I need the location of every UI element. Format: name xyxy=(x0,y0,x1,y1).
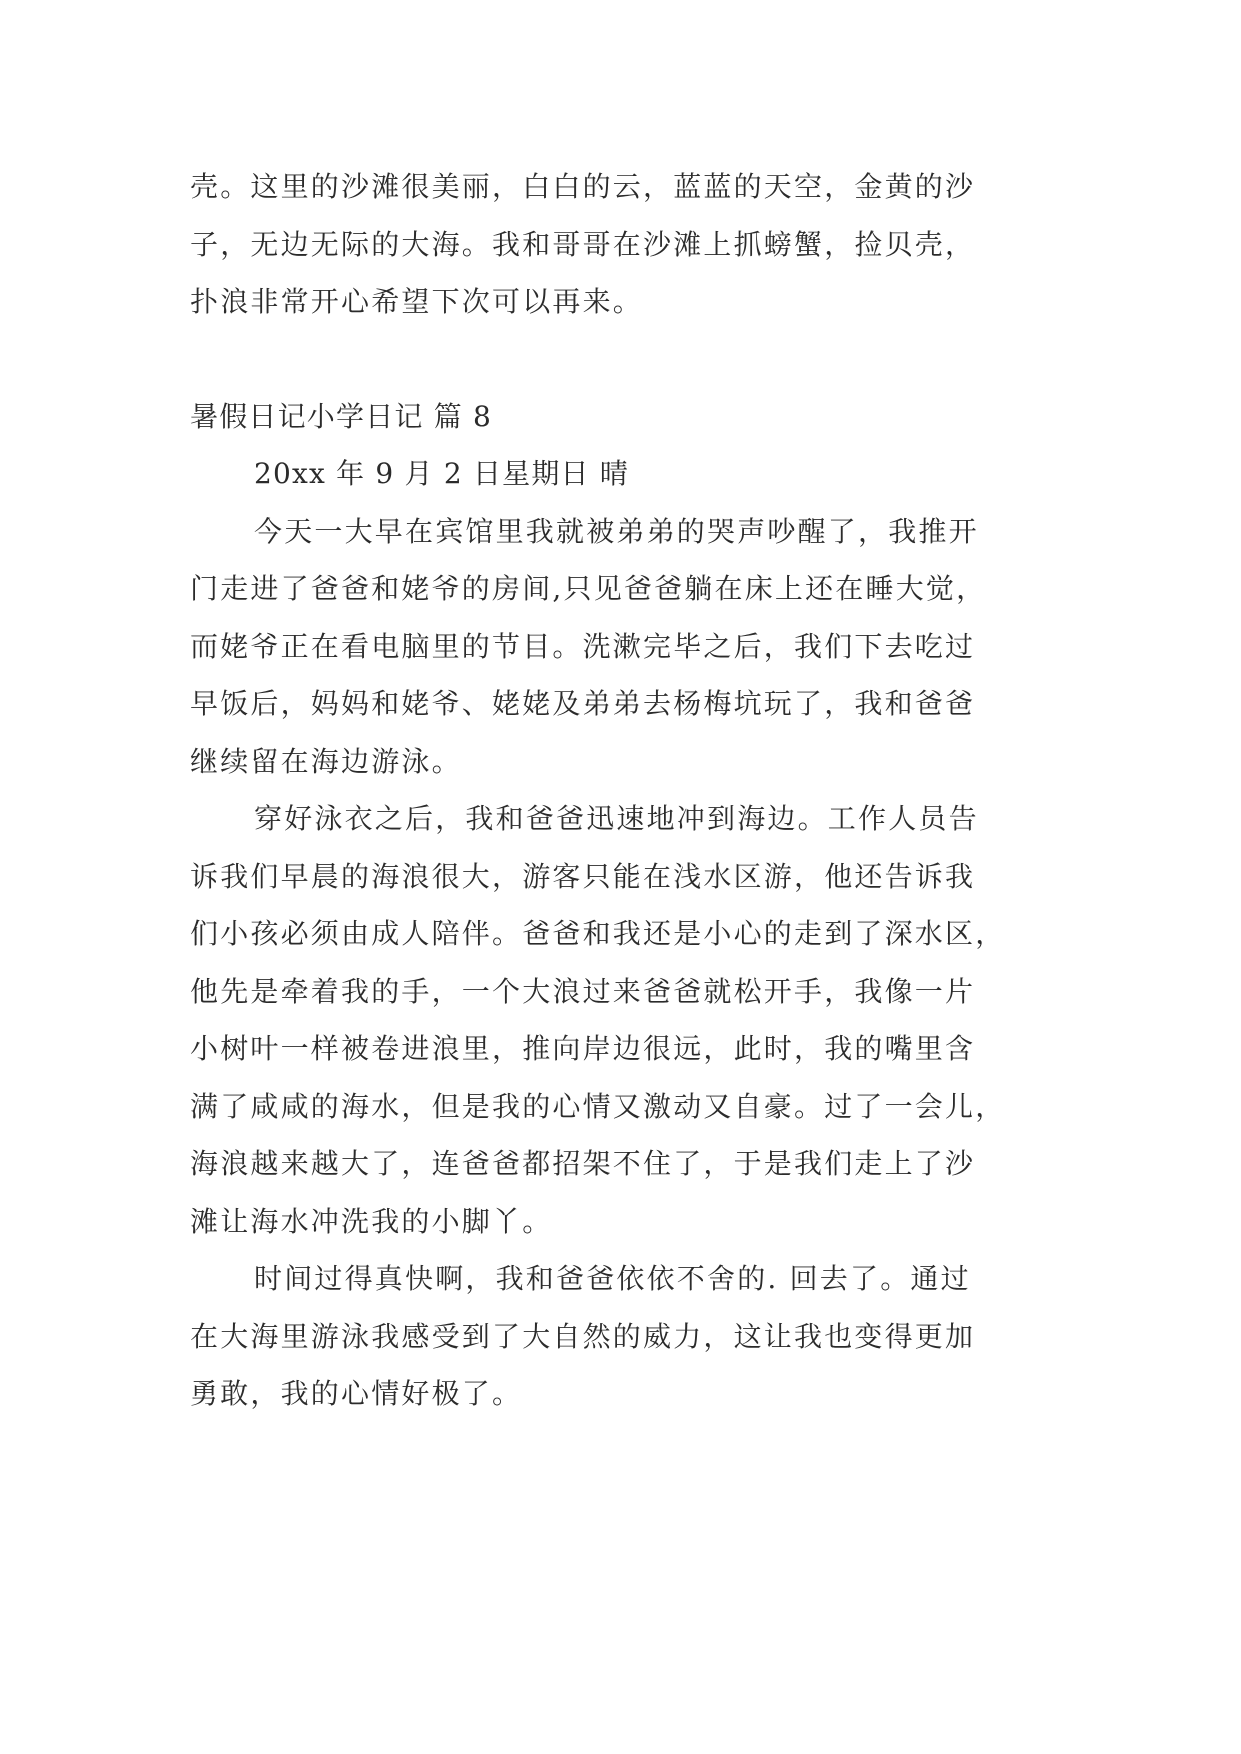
intro-line: 扑浪非常开心希望下次可以再来。 xyxy=(190,285,644,318)
paragraph-line: 而姥爷正在看电脑里的节目。洗漱完毕之后，我们下去吃过 xyxy=(190,629,976,663)
paragraph-line: 诉我们早晨的海浪很大，游客只能在浅水区游，他还告诉我 xyxy=(190,859,976,893)
intro-line: 壳。这里的沙滩很美丽，白白的云，蓝蓝的天空，金黄的沙 xyxy=(190,170,976,203)
paragraph-line: 海浪越来越大了，连爸爸都招架不住了，于是我们走上了沙 xyxy=(190,1147,976,1180)
paragraph-line: 勇敢，我的心情好极了。 xyxy=(190,1377,523,1410)
section-title: 暑假日记小学日记 篇 8 xyxy=(190,399,493,433)
paragraph-line: 们小孩必须由成人陪伴。爸爸和我还是小心的走到了深水区， xyxy=(190,917,1006,950)
section-gap xyxy=(190,331,1060,388)
paragraph-line: 早饭后，妈妈和姥爷、姥姥及弟弟去杨梅坑玩了，我和爸爸 xyxy=(190,687,976,720)
paragraph-line: 他先是牵着我的手，一个大浪过来爸爸就松开手，我像一片 xyxy=(190,974,976,1008)
intro-paragraph xyxy=(190,158,1060,331)
paragraph-line: 小树叶一样被卷进浪里，推向岸边很远，此时，我的嘴里含 xyxy=(190,1032,976,1065)
paragraph-line: 满了咸咸的海水，但是我的心情又激动又自豪。过了一会儿， xyxy=(190,1089,1006,1123)
paragraph-3 xyxy=(190,1250,1060,1423)
document-body xyxy=(190,158,1060,1423)
paragraph-line: 在大海里游泳我感受到了大自然的威力，这让我也变得更加 xyxy=(190,1319,976,1353)
paragraph-1 xyxy=(190,503,1060,791)
paragraph-line: 门走进了爸爸和姥爷的房间,只见爸爸躺在床上还在睡大觉， xyxy=(190,572,987,605)
paragraph-line: 时间过得真快啊，我和爸爸依依不舍的. 回去了。通过 xyxy=(254,1262,971,1295)
paragraph-line: 滩让海水冲洗我的小脚丫。 xyxy=(190,1204,553,1238)
diary-date-line: 20xx 年 9 月 2 日星期日 晴 xyxy=(254,457,630,490)
paragraph-2 xyxy=(190,790,1060,1250)
paragraph-line: 今天一大早在宾馆里我就被弟弟的哭声吵醒了，我推开 xyxy=(254,514,979,548)
intro-line: 子，无边无际的大海。我和哥哥在沙滩上抓螃蟹，捡贝壳， xyxy=(190,227,976,261)
paragraph-line: 继续留在海边游泳。 xyxy=(190,744,462,778)
paragraph-line: 穿好泳衣之后，我和爸爸迅速地冲到海边。工作人员告 xyxy=(254,802,979,835)
